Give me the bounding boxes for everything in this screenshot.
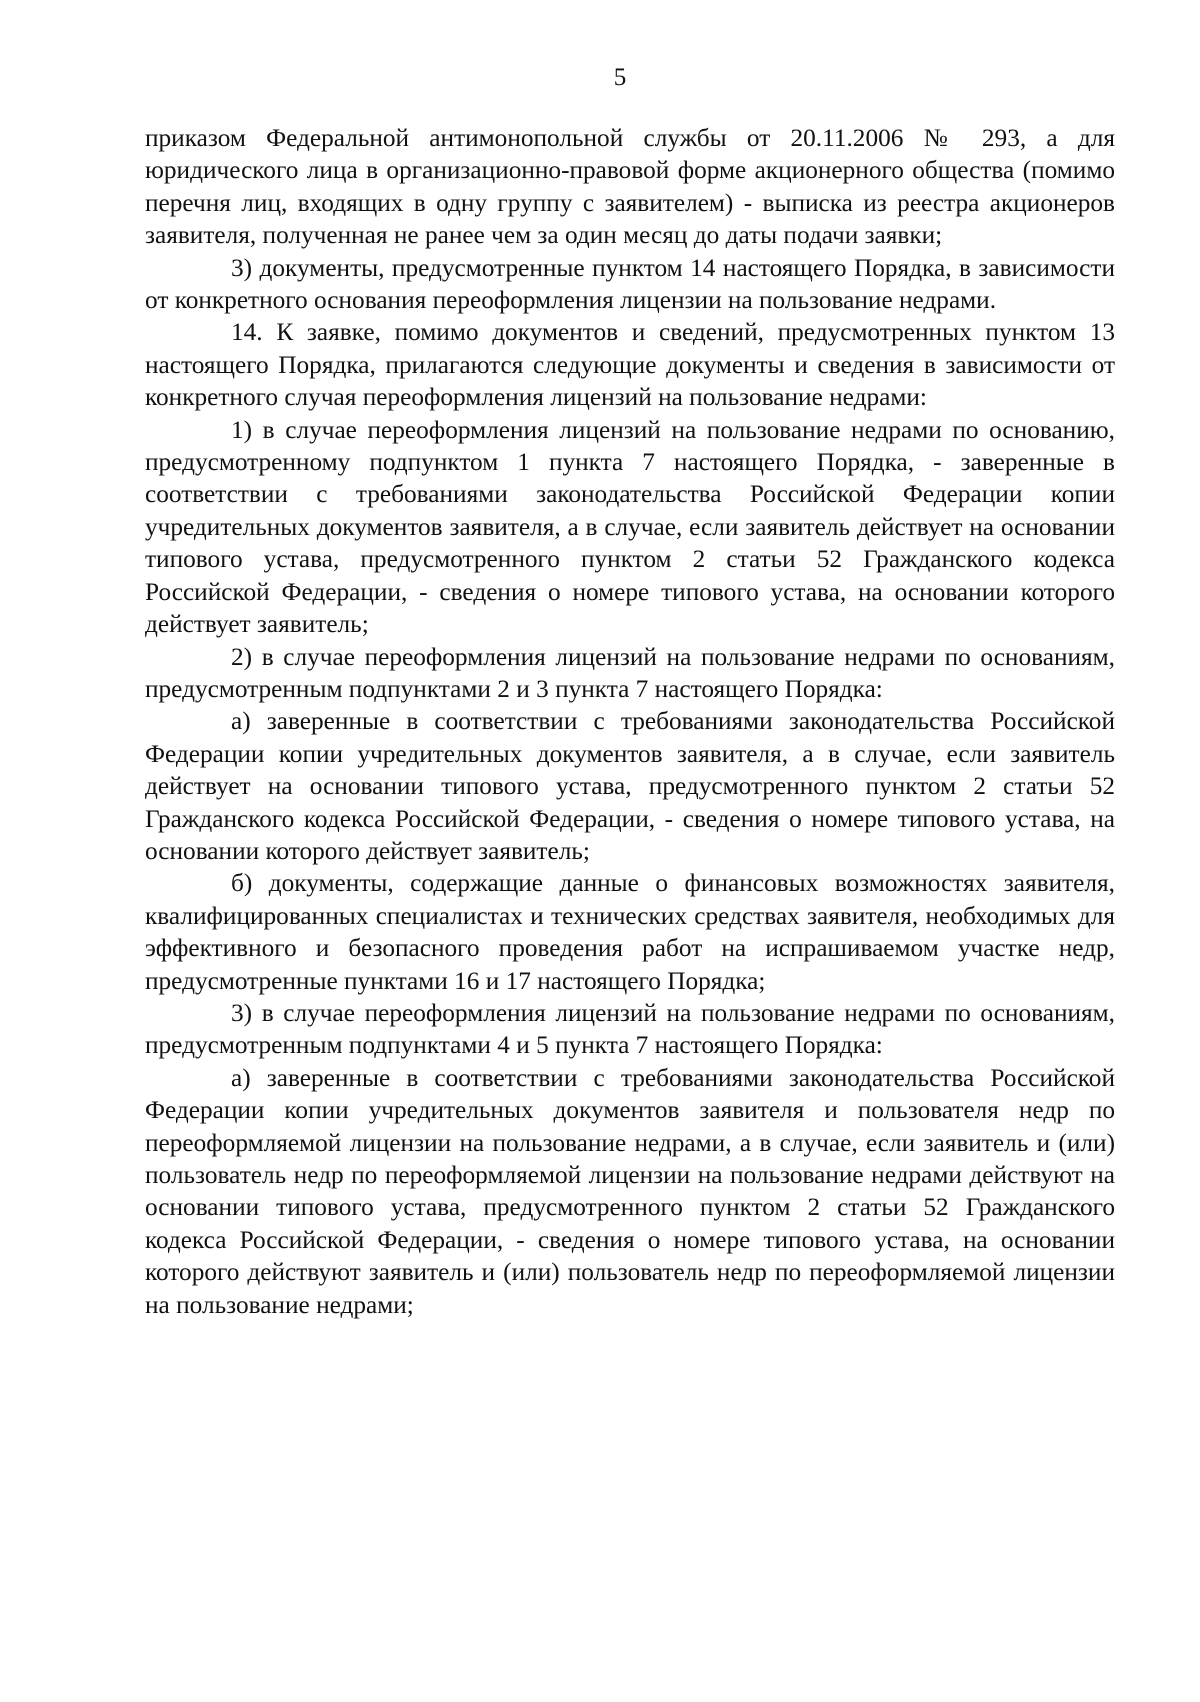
paragraph-subitem-3a: а) заверенные в соответствии с требованиями законодательства Российской Федерации копии учредительных документов заявителя и пользователя недр по переоформляемой лицензии на пользование недрами, а в случае, если заявитель и (или) пользователь недр по переоформляемой лицензии на пользование недрами действуют на основании типового устава, предусмотренного пунктом 2 статьи 52 Гражданского кодекса Российской Федерации, - сведения о номере типового устава, на основании которого действуют заявитель и (или) пользователь недр по переоформляемой лицензии на пользование недрами; (145, 1063, 1115, 1319)
document-body (145, 122, 1115, 1321)
paragraph-subitem-3: 3) в случае переоформления лицензий на пользование недрами по основаниям, предусмотренным подпунктами 4 и 5 пункта 7 настоящего Порядка: (145, 998, 1115, 1060)
paragraph-subitem-2b: б) документы, содержащие данные о финансовых возможностях заявителя, квалифицированных специалистах и технических средствах заявителя, необходимых для эффективного и безопасного проведения работ на испрашиваемом участке недр, предусмотренные пунктами 16 и 17 настоящего Порядка; (145, 869, 1115, 995)
paragraph-continuation: приказом Федеральной антимонопольной службы от 20.11.2006 № 293, а для юридического лица в организационно-правовой форме акционерного общества (помимо перечня лиц, входящих в одну группу с заявителем) - выписка из реестра акционеров заявителя, полученная не ранее чем за один месяц до даты подачи заявки; (145, 124, 1115, 250)
page-number: 5 (613, 64, 627, 91)
paragraph-subitem-2a: а) заверенные в соответствии с требованиями законодательства Российской Федерации копии учредительных документов заявителя, а в случае, если заявитель действует на основании типового устава, предусмотренного пунктом 2 статьи 52 Гражданского кодекса Российской Федерации, - сведения о номере типового устава, на основании которого действует заявитель; (145, 707, 1115, 865)
paragraph-subitem-2: 2) в случае переоформления лицензий на пользование недрами по основаниям, предусмотренным подпунктами 2 и 3 пункта 7 настоящего Порядка: (145, 642, 1115, 703)
paragraph-item-3: 3) документы, предусмотренные пунктом 14 настоящего Порядка, в зависимости от конкретного основания переоформления лицензии на пользование недрами. (145, 253, 1115, 315)
paragraph-section-14: 14. К заявке, помимо документов и сведений, предусмотренных пунктом 13 настоящего Порядка, прилагаются следующие документы и сведения в зависимости от конкретного случая переоформления лицензий на пользование недрами: (145, 318, 1115, 412)
paragraph-subitem-1: 1) в случае переоформления лицензий на пользование недрами по основанию, предусмотренному подпунктом 1 пункта 7 настоящего Порядка, - заверенные в соответствии с требованиями законодательства Российской Федерации копии учредительных документов заявителя, а в случае, если заявитель действует на основании типового устава, предусмотренного пунктом 2 статьи 52 Гражданского кодекса Российской Федерации, - сведения о номере типового устава, на основании которого действует заявитель; (145, 415, 1115, 639)
